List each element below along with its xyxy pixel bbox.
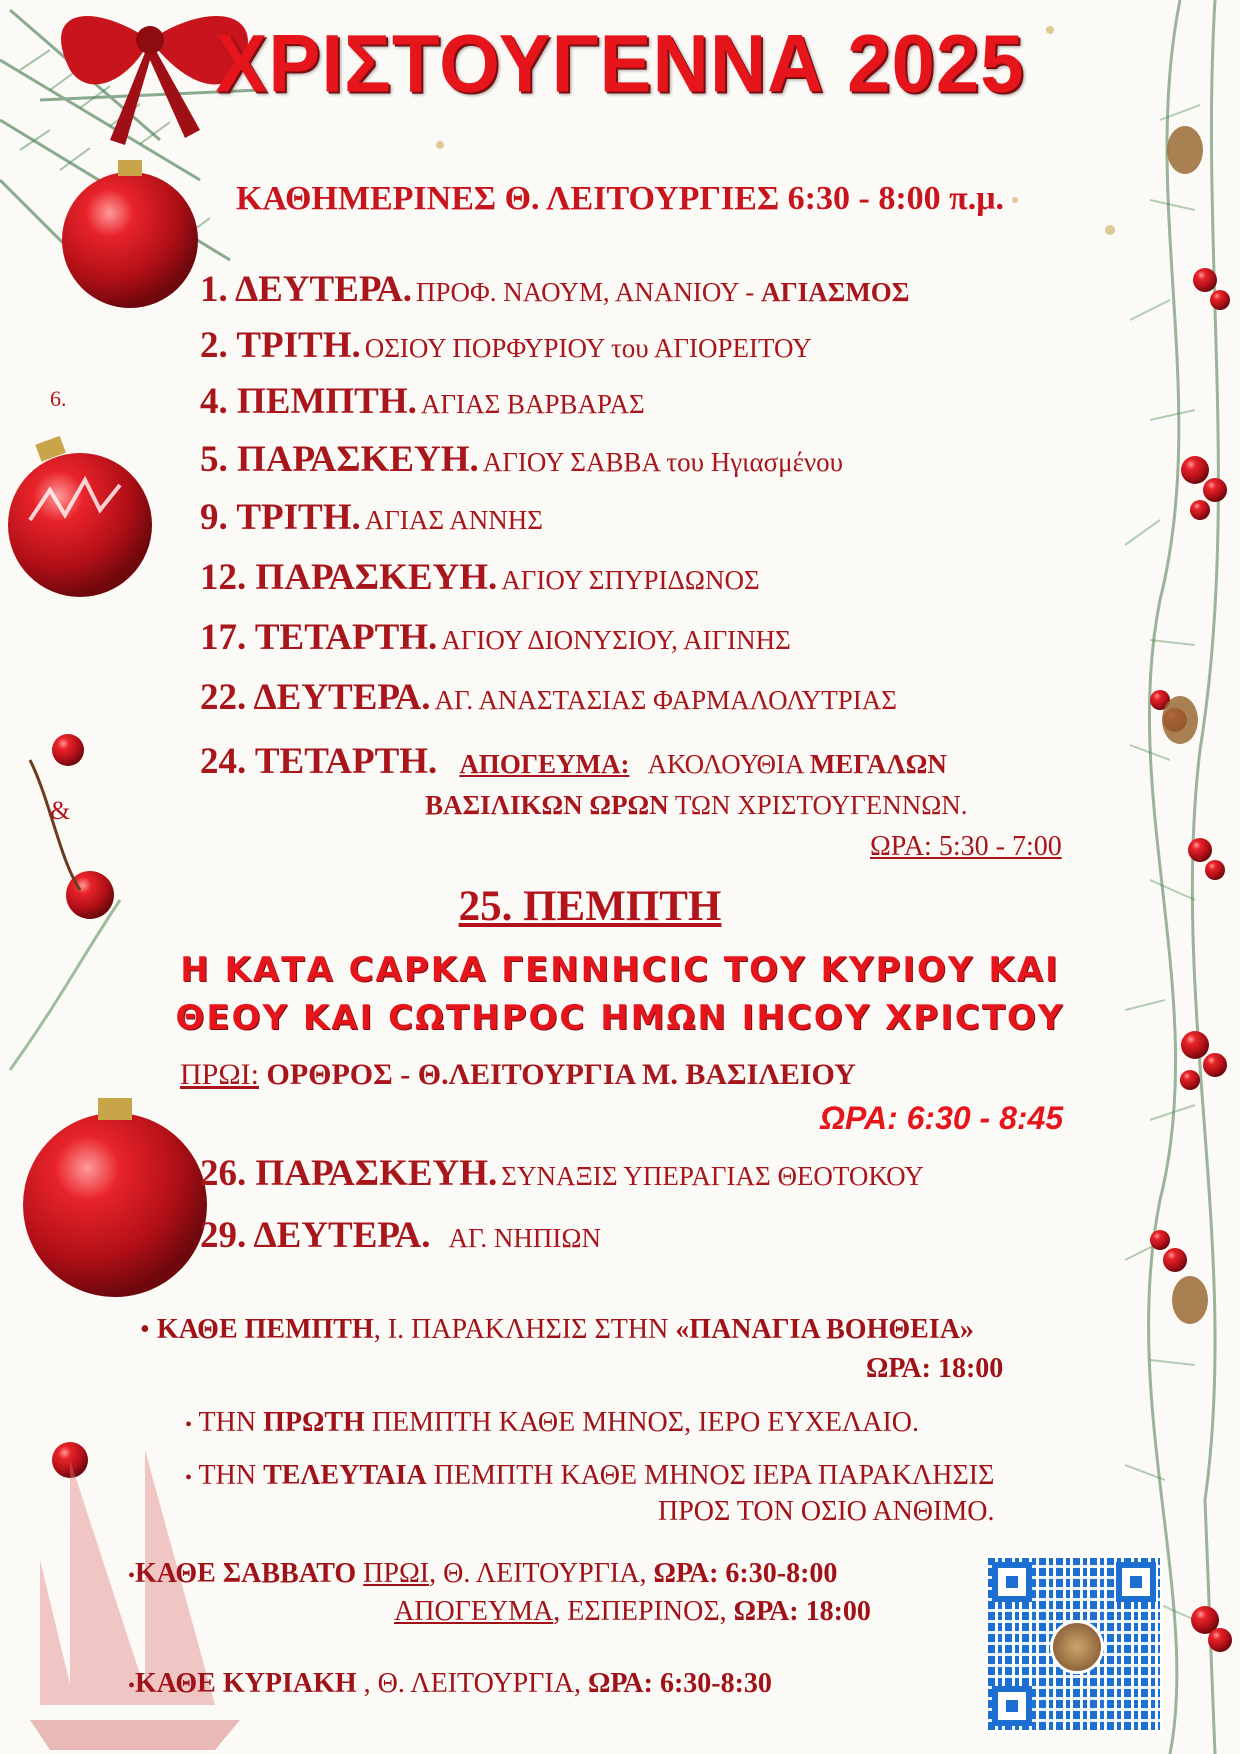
note-time: ΩΡΑ: 18:00: [733, 1596, 871, 1627]
day-label: 22. ΔΕΥΤΕΡΑ.: [200, 677, 431, 718]
day-24-line-2: [425, 790, 968, 821]
day-25-heading: 25. ΠΕΜΠΤΗ: [458, 883, 722, 930]
note-text: ΠΕΜΠΤΗ ΚΑΘΕ ΜΗΝΟΣ ΙΕΡΑ ΠΑΡΑΚΛΗΣΙΣ: [426, 1460, 995, 1491]
list-item-day-5: [200, 438, 843, 481]
service-bold-text: ΒΑΣΙΛΙΚΩΝ ΩΡΩΝ: [425, 790, 669, 820]
note-bold: ΚΑΘΕ ΚΥΡΙΑΚΗ: [135, 1668, 357, 1699]
list-item-day-9: [200, 496, 543, 539]
day-25-morning: [180, 1058, 856, 1092]
morning-label: ΠΡΩΙ: [363, 1558, 430, 1589]
list-item-day-12: [200, 556, 760, 599]
day-25-time: ΩΡΑ: 6:30 - 8:45: [820, 1100, 1064, 1136]
page-title: ΧΡΙΣΤΟΥΓΕΝΝΑ 2025: [215, 16, 1025, 110]
bullet: •: [140, 1314, 150, 1345]
note-text: ΤΗΝ: [198, 1407, 264, 1438]
note-last-thursday-line-2: ΠΡΟΣ ΤΟΝ ΟΣΙΟ ΑΝΘΙΜΟ.: [658, 1496, 995, 1527]
bullet: •: [128, 1565, 136, 1587]
list-item-day-17: [200, 616, 791, 659]
margin-mark-ampersand: &: [50, 796, 71, 825]
day-label: 17. ΤΕΤΑΡΤΗ.: [200, 617, 438, 658]
service-bold-text: ΜΕΓΑΛΩΝ: [809, 749, 947, 779]
afternoon-label: ΑΠΟΓΕΥΜΑ:: [459, 749, 630, 779]
note-every-saturday: [128, 1558, 837, 1590]
bullet: •: [128, 1675, 136, 1697]
evening-label: ΑΠΟΓΕΥΜΑ: [394, 1596, 554, 1627]
bullet: •: [185, 1414, 193, 1436]
note-bold: ΠΡΩΤΗ: [263, 1407, 365, 1438]
note-bold: ΚΑΘΕ ΠΕΜΠΤΗ: [156, 1314, 374, 1345]
note-text: , Θ. ΛΕΙΤΟΥΡΓΙΑ,: [356, 1668, 588, 1699]
day-label: 1. ΔΕΥΤΕΡΑ.: [200, 269, 413, 310]
saint-text: ΑΓ. ΑΝΑΣΤΑΣΙΑΣ ΦΑΡΜΑΛΟΛΥΤΡΙΑΣ: [434, 685, 897, 715]
note-every-thursday: [140, 1314, 974, 1346]
saint-text: ΣΥΝΑΞΙΣ ΥΠΕΡΑΓΙΑΣ ΘΕΟΤΟΚΟΥ: [501, 1161, 924, 1191]
note-text: , Ι. ΠΑΡΑΚΛΗΣΙΣ ΣΤΗΝ: [373, 1314, 676, 1345]
list-item-day-29: [200, 1214, 601, 1257]
daily-liturgies-subtitle: ΚΑΘΗΜΕΡΙΝΕΣ Θ. ΛΕΙΤΟΥΡΓΙΕΣ 6:30 - 8:00 π.μ.: [235, 180, 1005, 217]
note-bold: ΤΕΛΕΥΤΑΙΑ: [263, 1460, 427, 1491]
list-item-day-26: [200, 1152, 924, 1195]
note-bold: ΚΑΘΕ ΣΑΒΒΑΤΟ: [135, 1558, 357, 1589]
qr-finder-icon: [1116, 1562, 1156, 1602]
nativity-feast-line-1: Η ΚΑΤΑ CΑΡΚΑ ΓΕΝΝΗCΙC ΤΟΥ ΚΥΡΙΟΥ ΚΑΙ: [180, 950, 1060, 990]
note-every-sunday: [128, 1668, 772, 1700]
saint-text: ΠΡΟΦ. ΝΑΟΥΜ, ΑΝΑΝΙΟΥ -: [416, 277, 761, 307]
note-saturday-evening: [394, 1596, 871, 1628]
day-label: 4. ΠΕΜΠΤΗ.: [200, 381, 417, 422]
saint-text: ΑΓΙΟΥ ΣΑΒΒΑ του Ηγιασμένου: [482, 447, 844, 477]
list-item-day-4: [200, 380, 645, 423]
note-text: ΠΕΜΠΤΗ ΚΑΘΕ ΜΗΝΟΣ, ΙΕΡΟ ΕΥΧΕΛΑΙΟ.: [364, 1407, 920, 1438]
day-label: 12. ΠΑΡΑΣΚΕΥΗ.: [200, 557, 498, 598]
service-text: ΤΩΝ ΧΡΙΣΤΟΥΓΕΝΝΩΝ.: [668, 790, 968, 820]
note-time: ΩΡΑ: 6:30-8:30: [587, 1668, 772, 1699]
note-time: ΩΡΑ: 6:30-8:00: [653, 1558, 838, 1589]
saint-text: ΑΓΙΑΣ ΒΑΡΒΑΡΑΣ: [420, 389, 645, 419]
note-first-thursday: [185, 1407, 919, 1439]
note-thursday-time: ΩΡΑ: 18:00: [866, 1353, 1004, 1384]
bullet: •: [185, 1467, 193, 1489]
note-text: , Θ. ΛΕΙΤΟΥΡΓΙΑ,: [429, 1558, 654, 1589]
list-item-day-22: [200, 676, 897, 719]
qr-finder-icon: [992, 1562, 1032, 1602]
day-label: 24. ΤΕΤΑΡΤΗ.: [200, 741, 438, 782]
icon-image: [1050, 1620, 1104, 1674]
nativity-feast-line-2: ΘΕΟΥ ΚΑΙ CΩΤΗΡΟC ΗΜΩΝ ΙΗCΟΥ ΧΡΙCΤΟΥ: [175, 998, 1065, 1038]
note-last-thursday: [185, 1460, 994, 1492]
day-label: 9. ΤΡΙΤΗ.: [200, 497, 361, 538]
saint-text: ΑΓΙΟΥ ΔΙΟΝΥΣΙΟΥ, ΑΙΓΙΝΗΣ: [441, 625, 791, 655]
list-item-day-2: [200, 324, 812, 367]
day-label: 26. ΠΑΡΑΣΚΕΥΗ.: [200, 1153, 498, 1194]
list-item-day-24: [200, 740, 1130, 783]
morning-label: ΠΡΩΙ:: [180, 1058, 259, 1091]
saint-text: ΑΓ. ΝΗΠΙΩΝ: [448, 1223, 601, 1253]
note-text: , ΕΣΠΕΡΙΝΟΣ,: [553, 1596, 734, 1627]
day-24-time: ΩΡΑ: 5:30 - 7:00: [870, 831, 1062, 862]
note-text: ΤΗΝ: [198, 1460, 264, 1491]
saint-bold-text: ΑΓΙΑΣΜΟΣ: [760, 277, 910, 307]
day-label: 5. ΠΑΡΑΣΚΕΥΗ.: [200, 439, 479, 480]
margin-mark-six: 6.: [50, 386, 67, 411]
morning-service: ΟΡΘΡΟΣ - Θ.ΛΕΙΤΟΥΡΓΙΑ Μ. ΒΑΣΙΛΕΙΟΥ: [258, 1058, 856, 1091]
saint-text: ΑΓΙΑΣ ΑΝΝΗΣ: [364, 505, 544, 535]
saint-text: ΑΓΙΟΥ ΣΠΥΡΙΔΩΝΟΣ: [501, 565, 760, 595]
day-label: 29. ΔΕΥΤΕΡΑ.: [200, 1215, 431, 1256]
note-place: «ΠΑΝΑΓΙΑ ΒΟΗΘΕΙΑ»: [675, 1314, 974, 1345]
saint-text: ΟΣΙΟΥ ΠΟΡΦΥΡΙΟΥ του ΑΓΙΟΡΕΙΤΟΥ: [364, 333, 812, 363]
service-text: ΑΚΟΛΟΥΘΙΑ: [647, 749, 810, 779]
list-item-day-1: [200, 268, 909, 311]
qr-code[interactable]: [985, 1555, 1163, 1733]
qr-finder-icon: [992, 1686, 1032, 1726]
day-label: 2. ΤΡΙΤΗ.: [200, 325, 361, 366]
